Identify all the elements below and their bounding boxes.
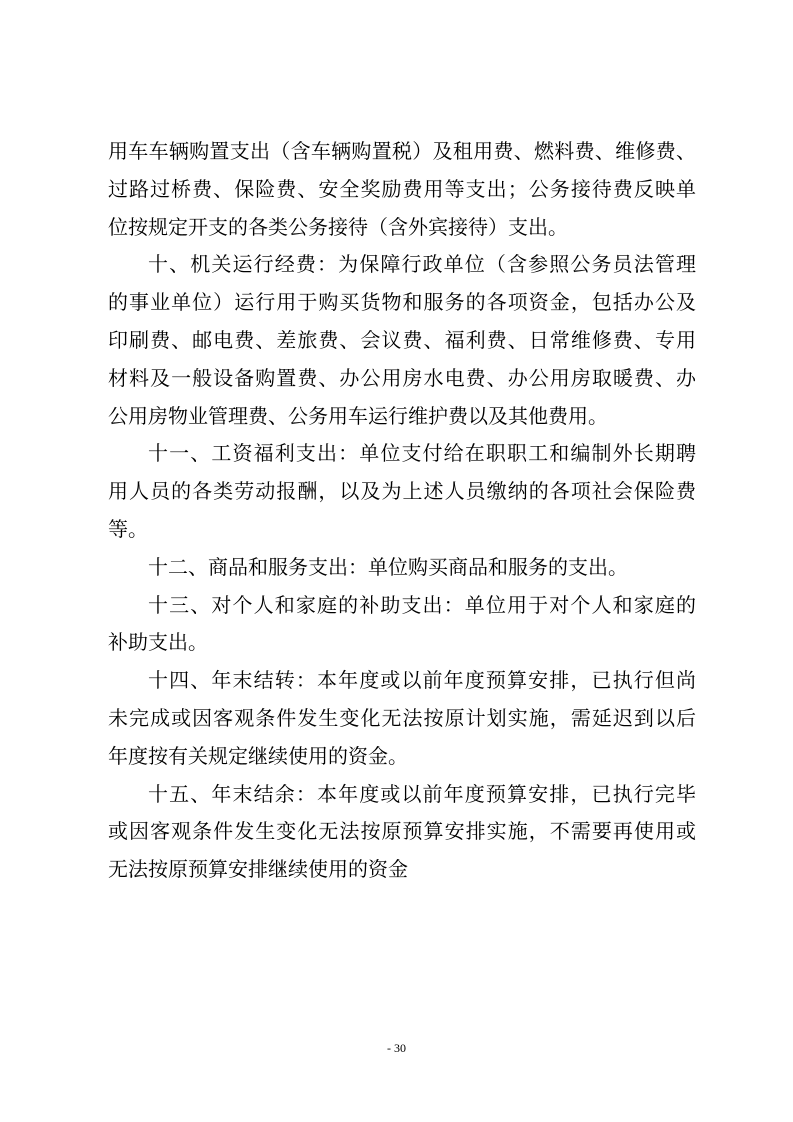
text-line: 材料及一般设备购置费、办公用房水电费、办公用房取暖费、办 (108, 365, 696, 390)
text-line: 未完成或因客观条件发生变化无法按原计划实施，需延迟到以后 (108, 705, 696, 730)
text-line: 用人员的各类劳动报酬，以及为上述人员缴纳的各项社会保险费 (108, 479, 696, 504)
text-line: 十三、对个人和家庭的补助支出：单位用于对个人和家庭的 (148, 592, 696, 617)
text-line: 的事业单位）运行用于购买货物和服务的各项资金，包括办公及 (108, 290, 696, 315)
text-line: 无法按原预算安排继续使用的资金 (108, 857, 408, 882)
text-line: 十、机关运行经费：为保障行政单位（含参照公务员法管理 (148, 252, 696, 277)
text-line: 用车车辆购置支出（含车辆购置税）及租用费、燃料费、维修费、 (108, 139, 696, 163)
text-line: 位按规定开支的各类公务接待（含外宾接待）支出。 (108, 214, 568, 239)
text-line: 印刷费、邮电费、差旅费、会议费、福利费、日常维修费、专用 (108, 327, 696, 352)
text-line: 年度按有关规定继续使用的资金。 (108, 743, 408, 768)
body-text (108, 133, 696, 889)
text-line: 十一、工资福利支出：单位支付给在职职工和编制外长期聘 (148, 441, 696, 466)
text-line: 过路过桥费、保险费、安全奖励费用等支出；公务接待费反映单 (108, 176, 696, 201)
text-line: 十四、年末结转：本年度或以前年度预算安排，已执行但尚 (148, 668, 696, 693)
page-number: - 30 (387, 1041, 406, 1055)
text-line: 十二、商品和服务支出：单位购买商品和服务的支出。 (148, 554, 628, 579)
text-line: 十五、年末结余：本年度或以前年度预算安排，已执行完毕 (148, 781, 696, 806)
text-line: 等。 (108, 516, 148, 541)
text-line: 或因客观条件发生变化无法按原预算安排实施，不需要再使用或 (108, 819, 696, 844)
text-line: 公用房物业管理费、公务用车运行维护费以及其他费用。 (108, 403, 608, 428)
text-line: 补助支出。 (108, 630, 208, 655)
